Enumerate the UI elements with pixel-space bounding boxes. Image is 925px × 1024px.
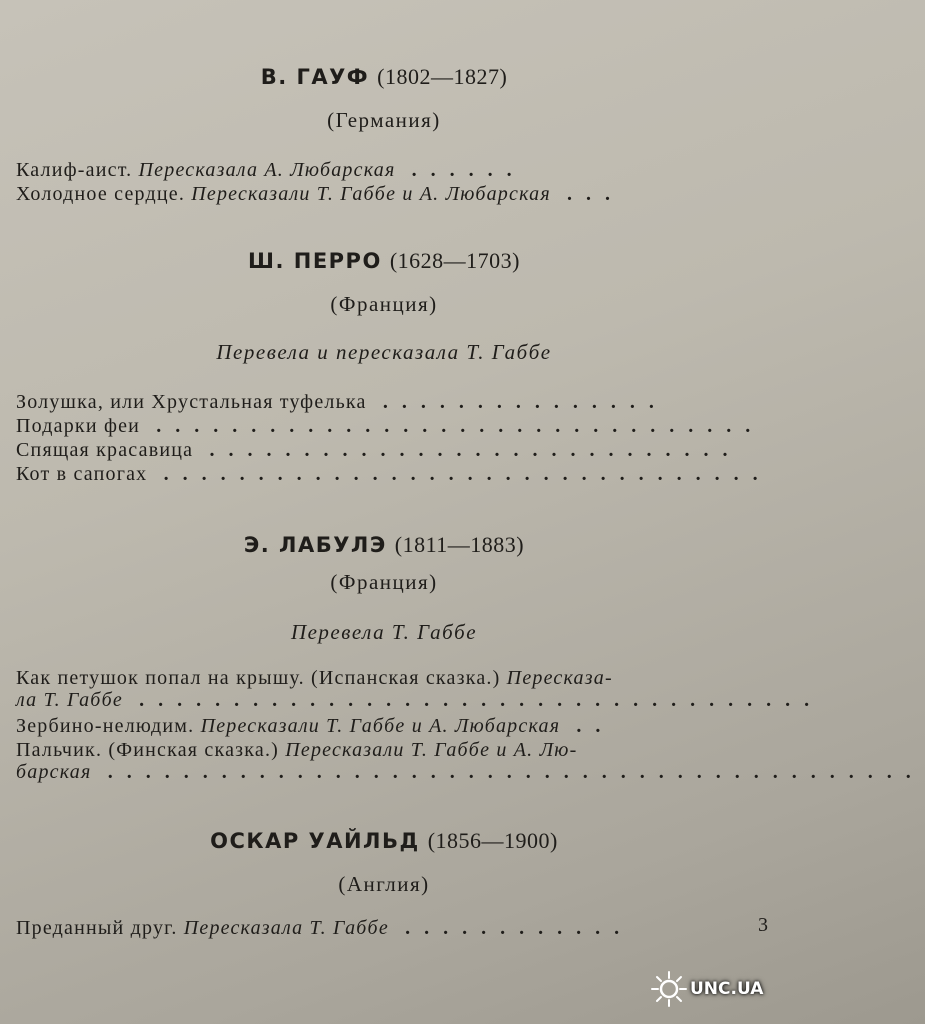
entry-title: Зербино-нелюдим. (16, 715, 195, 737)
entry-title: Подарки феи (16, 415, 141, 437)
dot-leader: ...... (411, 159, 526, 181)
author-name: В. ГАУФ (260, 65, 370, 89)
author-years: (1856—1900) (427, 828, 558, 853)
dot-leader: ............... (382, 391, 668, 413)
toc-entry[interactable] (16, 158, 756, 182)
entry-title: Как петушок попал на крышу. (Испанская сказка.) (16, 667, 501, 689)
author-country: (Англия) (338, 872, 430, 896)
entry-title: Преданный друг. (16, 917, 178, 939)
page-number-fragment: 3 (758, 914, 768, 936)
author-heading (0, 532, 768, 558)
toc-entry[interactable] (16, 390, 756, 414)
translator-note: Перевела Т. Габбе (290, 620, 478, 644)
toc-entry-continuation (16, 688, 824, 712)
entry-credit: Пересказали Т. Габбе и А. Любарская (191, 183, 551, 205)
author-heading (0, 828, 768, 854)
entry-credit: барская (16, 761, 92, 783)
author-years: (1628—1703) (389, 248, 520, 273)
dot-leader: ............................ (209, 439, 742, 461)
toc-entry[interactable] (16, 462, 772, 486)
entry-title: Холодное сердце. (16, 183, 186, 205)
translator-note: Перевела и пересказала Т. Габбе (216, 340, 552, 364)
entry-title: Пальчик. (Финская сказка.) (16, 739, 280, 761)
watermark (650, 970, 764, 1010)
toc-entry[interactable] (16, 738, 756, 762)
entry-title: Спящая красавица (16, 439, 194, 461)
watermark-text: UNC.UA (690, 979, 764, 999)
entry-credit: Пересказали Т. Габбе и А. Любарская (200, 715, 561, 737)
entry-title: Золушка, или Хрустальная туфелька (16, 391, 367, 413)
sun-icon (650, 970, 688, 1008)
toc-entry[interactable] (16, 182, 756, 206)
entry-title: Кот в сапогах (16, 463, 148, 485)
dot-leader: ................................ (163, 463, 772, 485)
entry-title: Калиф-аист. (16, 159, 133, 181)
dot-leader: ... (567, 183, 625, 205)
entry-credit: Пересказали Т. Габбе и А. Лю- (285, 739, 578, 761)
toc-entry[interactable] (16, 666, 756, 690)
author-name: Ш. ПЕРРО (248, 249, 382, 273)
author-heading (0, 64, 768, 90)
entry-credit: Пересказала Т. Габбе (183, 917, 389, 939)
entry-credit: Пересказа- (506, 667, 613, 689)
author-heading (0, 248, 768, 274)
author-years: (1802—1827) (377, 64, 508, 89)
author-years: (1811—1883) (394, 532, 525, 557)
toc-entry[interactable] (16, 414, 765, 438)
dot-leader: .. (576, 715, 615, 737)
toc-entry[interactable] (16, 714, 756, 738)
dot-leader: ............ (405, 917, 634, 939)
author-country: (Франция) (330, 292, 438, 316)
dot-leader: ........................................... (107, 761, 925, 783)
dot-leader: ................................ (156, 415, 765, 437)
author-name: ОСКАР УАЙЛЬД (210, 829, 420, 853)
toc-entry-continuation (16, 760, 925, 784)
author-name: Э. ЛАБУЛЭ (243, 533, 387, 557)
author-country: (Франция) (330, 570, 438, 594)
toc-entry[interactable] (16, 438, 756, 462)
dot-leader: .................................... (139, 689, 824, 711)
entry-credit: Пересказала А. Любарская (138, 159, 396, 181)
entry-credit: ла Т. Габбе (16, 689, 123, 711)
author-country: (Германия) (327, 108, 441, 132)
toc-entry[interactable] (16, 916, 756, 940)
